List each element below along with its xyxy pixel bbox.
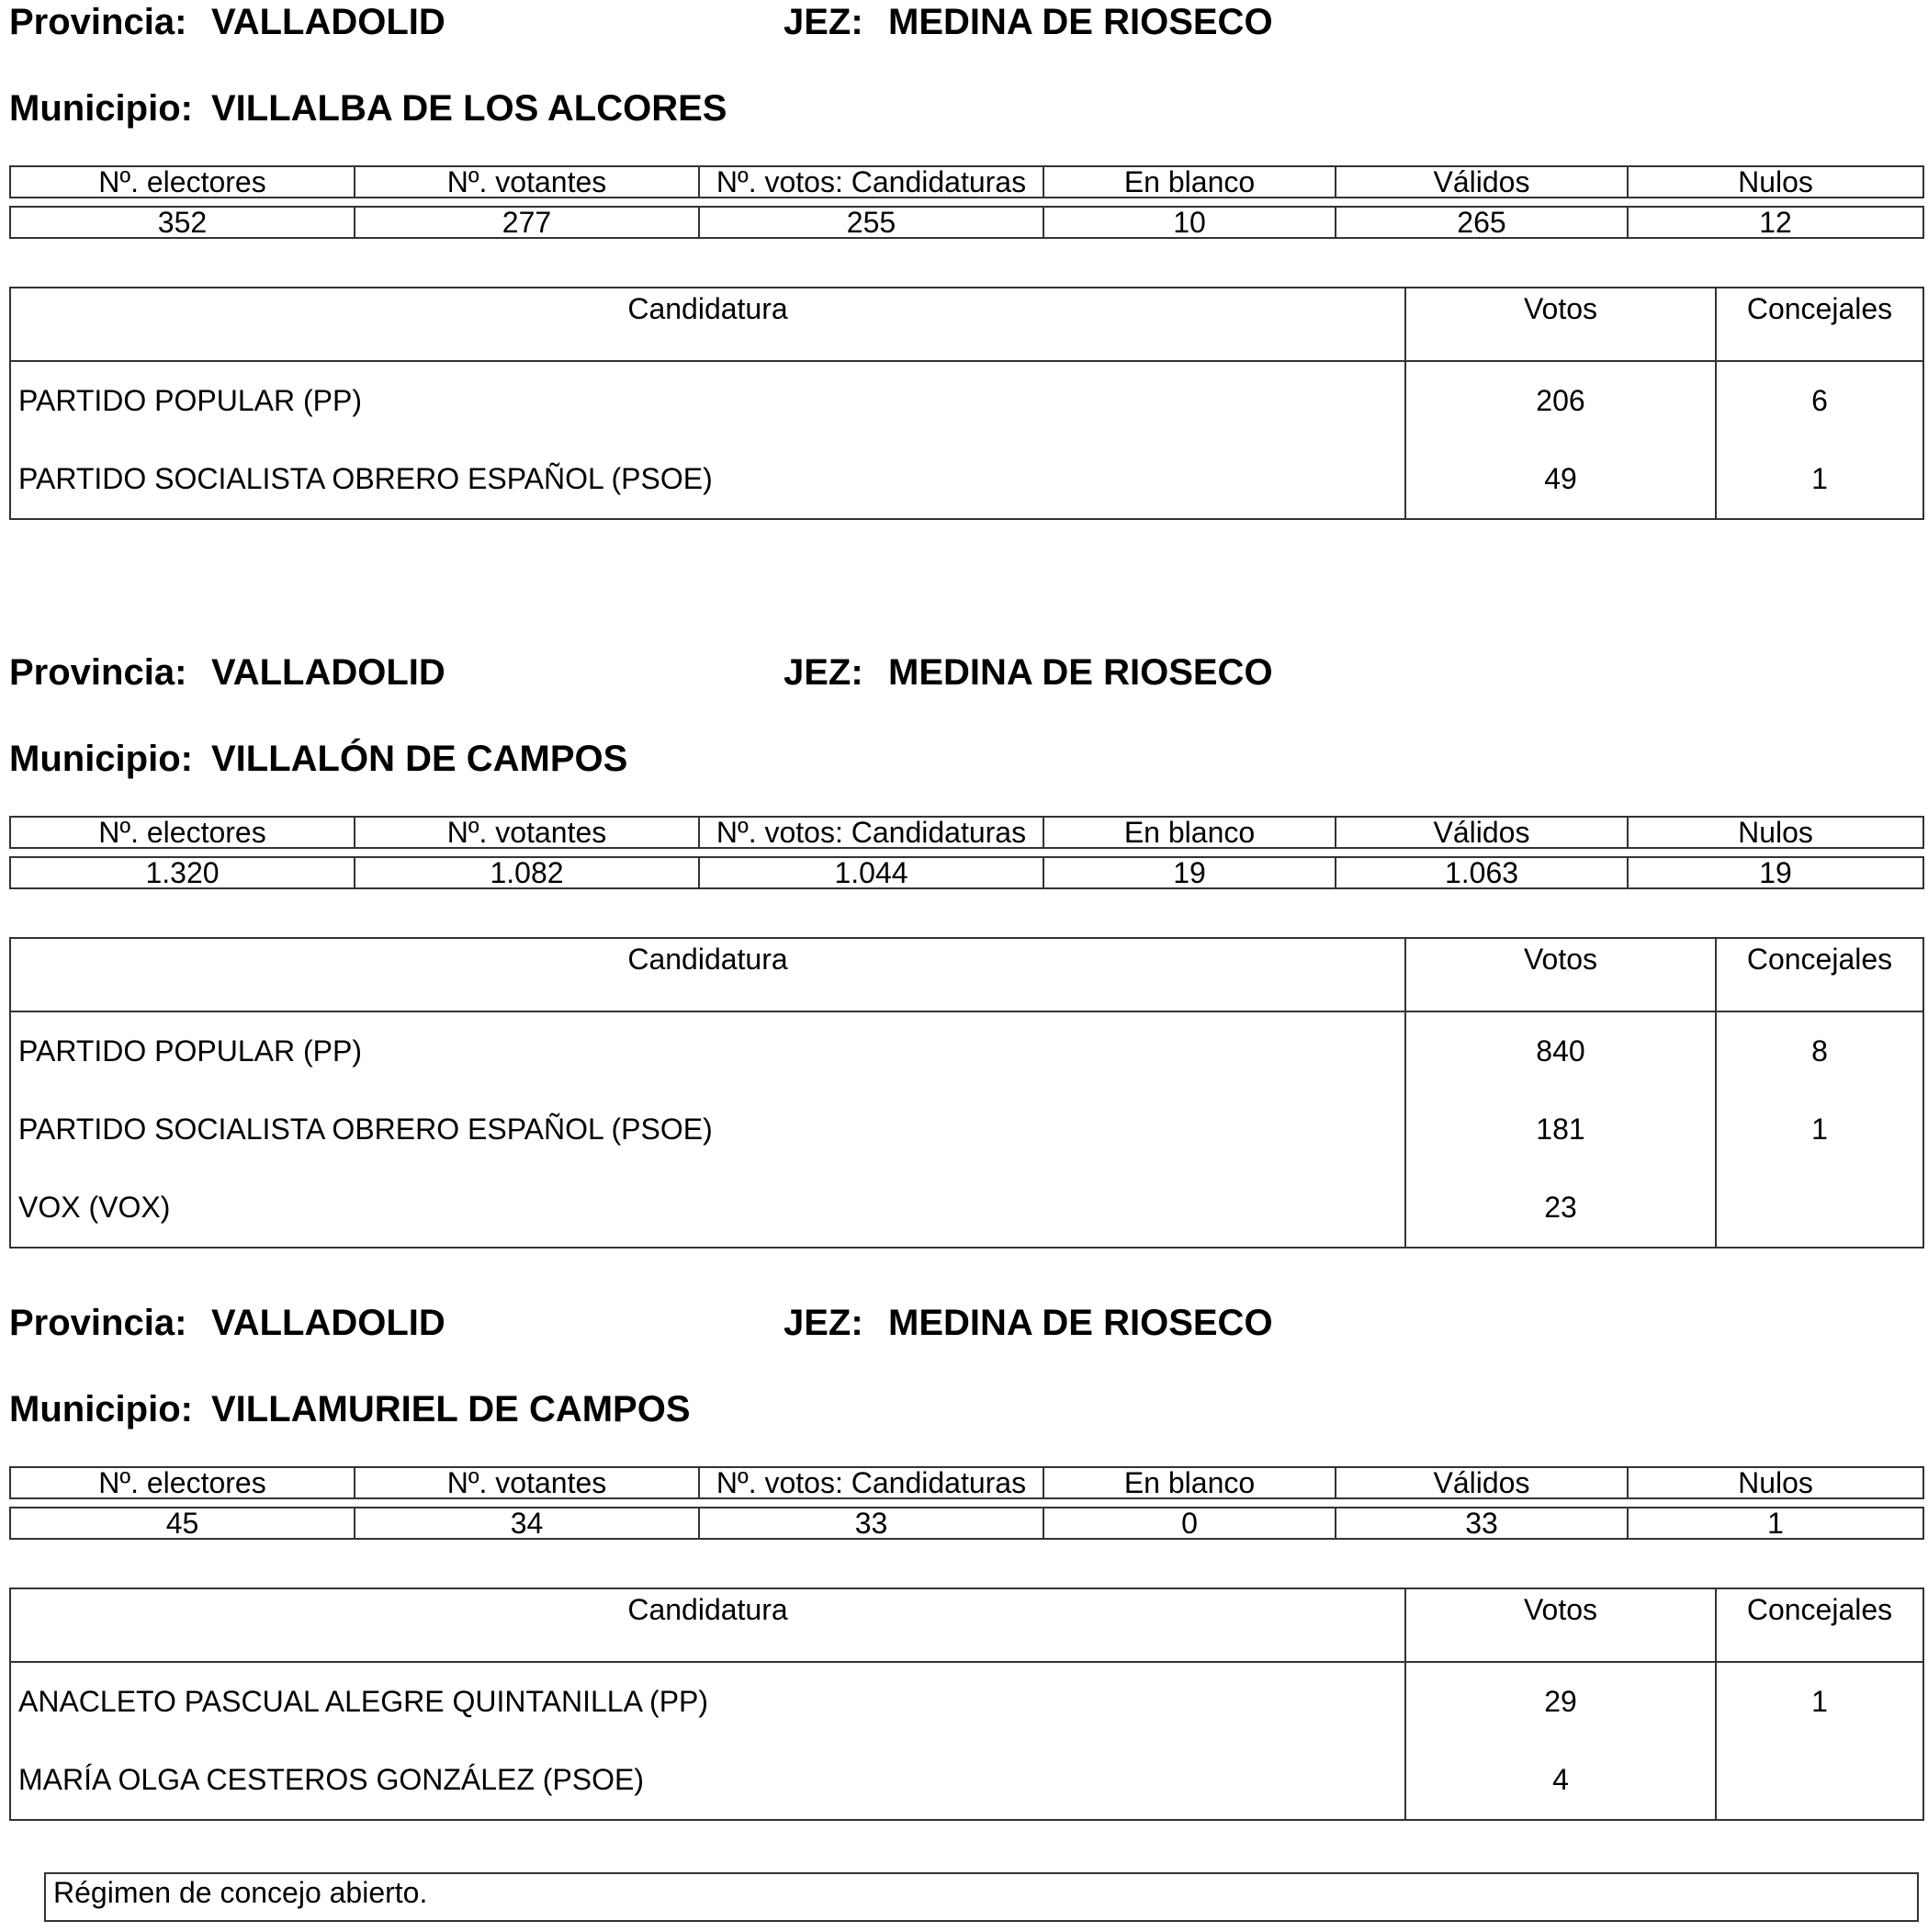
candidate-name: VOX (VOX) bbox=[10, 1169, 1405, 1248]
summary-header-cell: Nº. votantes bbox=[355, 817, 699, 848]
candidates-header-row bbox=[10, 938, 1923, 1011]
summary-header-row bbox=[10, 1467, 1923, 1498]
candidate-concejales: 1 bbox=[1811, 1685, 1828, 1718]
candidates-table bbox=[9, 287, 1924, 520]
summary-value-cell: 45 bbox=[10, 1508, 355, 1539]
candidate-votos: 840 bbox=[1405, 1011, 1716, 1090]
candidates-header-cell: Candidatura bbox=[10, 1588, 1405, 1662]
candidates-header-row bbox=[10, 1588, 1923, 1662]
summary-value-cell: 19 bbox=[1628, 857, 1923, 888]
jez-value: MEDINA DE RIOSECO bbox=[888, 2, 1273, 42]
candidate-row bbox=[10, 361, 1923, 440]
candidate-votos: 49 bbox=[1405, 440, 1716, 519]
summary-header-cell: Nº. electores bbox=[10, 817, 355, 848]
summary-value-cell: 1.044 bbox=[699, 857, 1043, 888]
candidate-concejales bbox=[1716, 1741, 1923, 1820]
candidates-header-cell: Candidatura bbox=[10, 938, 1405, 1011]
summary-header-cell: Válidos bbox=[1336, 817, 1628, 848]
jez-label: JEZ: bbox=[784, 652, 863, 693]
candidate-concejales: 1 bbox=[1811, 1113, 1828, 1146]
summary-values-row bbox=[10, 857, 1923, 888]
candidate-row bbox=[10, 1169, 1923, 1248]
candidate-concejales: 1 bbox=[1811, 462, 1828, 495]
summary-gap bbox=[10, 198, 1923, 207]
candidate-name: PARTIDO POPULAR (PP) bbox=[10, 361, 1405, 440]
summary-header-row bbox=[10, 817, 1923, 848]
candidate-name: PARTIDO SOCIALISTA OBRERO ESPAÑOL (PSOE) bbox=[10, 1090, 1405, 1169]
summary-value-cell: 1.063 bbox=[1336, 857, 1628, 888]
summary-header-cell: Nº. votantes bbox=[355, 166, 699, 198]
summary-value-cell: 277 bbox=[355, 207, 699, 238]
summary-value-cell: 265 bbox=[1336, 207, 1628, 238]
summary-header-cell: Nulos bbox=[1628, 166, 1923, 198]
candidate-votos: 23 bbox=[1405, 1169, 1716, 1248]
summary-value-cell: 1 bbox=[1628, 1508, 1923, 1539]
municipio-name: VILLALBA DE LOS ALCORES bbox=[211, 88, 727, 129]
candidate-concejales: 8 bbox=[1811, 1034, 1828, 1068]
summary-gap bbox=[10, 1498, 1923, 1508]
summary-header-cell: Nº. electores bbox=[10, 1467, 355, 1498]
candidates-header-cell: Votos bbox=[1405, 288, 1716, 361]
summary-header-cell: En blanco bbox=[1043, 817, 1336, 848]
summary-value-cell: 10 bbox=[1043, 207, 1336, 238]
candidates-header-cell: Concejales bbox=[1716, 938, 1923, 1011]
candidate-name: MARÍA OLGA CESTEROS GONZÁLEZ (PSOE) bbox=[10, 1741, 1405, 1820]
summary-header-cell: En blanco bbox=[1043, 166, 1336, 198]
summary-header-cell: Nº. votantes bbox=[355, 1467, 699, 1498]
candidate-concejales: 6 bbox=[1811, 384, 1828, 417]
summary-value-cell: 34 bbox=[355, 1508, 699, 1539]
jez-label: JEZ: bbox=[784, 1303, 863, 1343]
summary-value-cell: 12 bbox=[1628, 207, 1923, 238]
summary-gap-cell bbox=[10, 1498, 1923, 1508]
candidate-name: ANACLETO PASCUAL ALEGRE QUINTANILLA (PP) bbox=[10, 1662, 1405, 1741]
summary-header-row bbox=[10, 166, 1923, 198]
candidates-table bbox=[9, 937, 1924, 1248]
summary-header-cell: Nº. electores bbox=[10, 166, 355, 198]
candidate-row bbox=[10, 1662, 1923, 1741]
candidates-header-cell: Votos bbox=[1405, 1588, 1716, 1662]
candidates-header-cell: Candidatura bbox=[10, 288, 1405, 361]
summary-value-cell: 352 bbox=[10, 207, 355, 238]
candidates-table bbox=[9, 1587, 1924, 1821]
summary-value-cell: 1.320 bbox=[10, 857, 355, 888]
provincia-label: Provincia: bbox=[9, 2, 187, 42]
summary-value-cell: 0 bbox=[1043, 1508, 1336, 1539]
candidate-votos: 206 bbox=[1405, 361, 1716, 440]
candidate-row bbox=[10, 1741, 1923, 1820]
provincia-value: VALLADOLID bbox=[211, 2, 445, 42]
municipio-label: Municipio: bbox=[9, 88, 193, 129]
candidate-name: PARTIDO POPULAR (PP) bbox=[10, 1011, 1405, 1090]
provincia-value: VALLADOLID bbox=[211, 1303, 445, 1343]
candidate-votos: 4 bbox=[1405, 1741, 1716, 1820]
summary-header-cell: Válidos bbox=[1336, 166, 1628, 198]
concejo-abierto-note: Régimen de concejo abierto. bbox=[44, 1872, 1919, 1922]
candidate-row bbox=[10, 1090, 1923, 1169]
summary-gap-cell bbox=[10, 198, 1923, 207]
summary-header-cell: Válidos bbox=[1336, 1467, 1628, 1498]
summary-value-cell: 33 bbox=[699, 1508, 1043, 1539]
candidate-concejales bbox=[1716, 1169, 1923, 1248]
candidates-header-cell: Concejales bbox=[1716, 288, 1923, 361]
provincia-label: Provincia: bbox=[9, 1303, 187, 1343]
candidate-votos: 29 bbox=[1405, 1662, 1716, 1741]
summary-header-cell: Nulos bbox=[1628, 817, 1923, 848]
summary-value-cell: 1.082 bbox=[355, 857, 699, 888]
jez-value: MEDINA DE RIOSECO bbox=[888, 1303, 1273, 1343]
summary-value-cell: 33 bbox=[1336, 1508, 1628, 1539]
municipio-section bbox=[0, 1301, 1928, 1889]
summary-value-cell: 255 bbox=[699, 207, 1043, 238]
summary-gap bbox=[10, 848, 1923, 857]
summary-header-cell: En blanco bbox=[1043, 1467, 1336, 1498]
municipio-section bbox=[0, 0, 1928, 588]
summary-gap-cell bbox=[10, 848, 1923, 857]
candidate-row bbox=[10, 1011, 1923, 1090]
summary-header-cell: Nº. votos: Candidaturas bbox=[699, 1467, 1043, 1498]
jez-value: MEDINA DE RIOSECO bbox=[888, 652, 1273, 693]
candidate-name: PARTIDO SOCIALISTA OBRERO ESPAÑOL (PSOE) bbox=[10, 440, 1405, 519]
summary-header-cell: Nulos bbox=[1628, 1467, 1923, 1498]
provincia-label: Provincia: bbox=[9, 652, 187, 693]
summary-table bbox=[9, 1466, 1924, 1540]
municipio-section bbox=[0, 650, 1928, 1238]
municipio-label: Municipio: bbox=[9, 739, 193, 779]
jez-label: JEZ: bbox=[784, 2, 863, 42]
municipio-name: VILLAMURIEL DE CAMPOS bbox=[211, 1389, 691, 1429]
municipio-label: Municipio: bbox=[9, 1389, 193, 1429]
candidates-header-cell: Votos bbox=[1405, 938, 1716, 1011]
candidate-row bbox=[10, 440, 1923, 519]
provincia-value: VALLADOLID bbox=[211, 652, 445, 693]
summary-values-row bbox=[10, 1508, 1923, 1539]
summary-value-cell: 19 bbox=[1043, 857, 1336, 888]
summary-header-cell: Nº. votos: Candidaturas bbox=[699, 166, 1043, 198]
candidate-votos: 181 bbox=[1405, 1090, 1716, 1169]
summary-table bbox=[9, 165, 1924, 239]
candidates-header-cell: Concejales bbox=[1716, 1588, 1923, 1662]
summary-header-cell: Nº. votos: Candidaturas bbox=[699, 817, 1043, 848]
summary-values-row bbox=[10, 207, 1923, 238]
summary-table bbox=[9, 816, 1924, 889]
candidates-header-row bbox=[10, 288, 1923, 361]
municipio-name: VILLALÓN DE CAMPOS bbox=[211, 739, 628, 779]
